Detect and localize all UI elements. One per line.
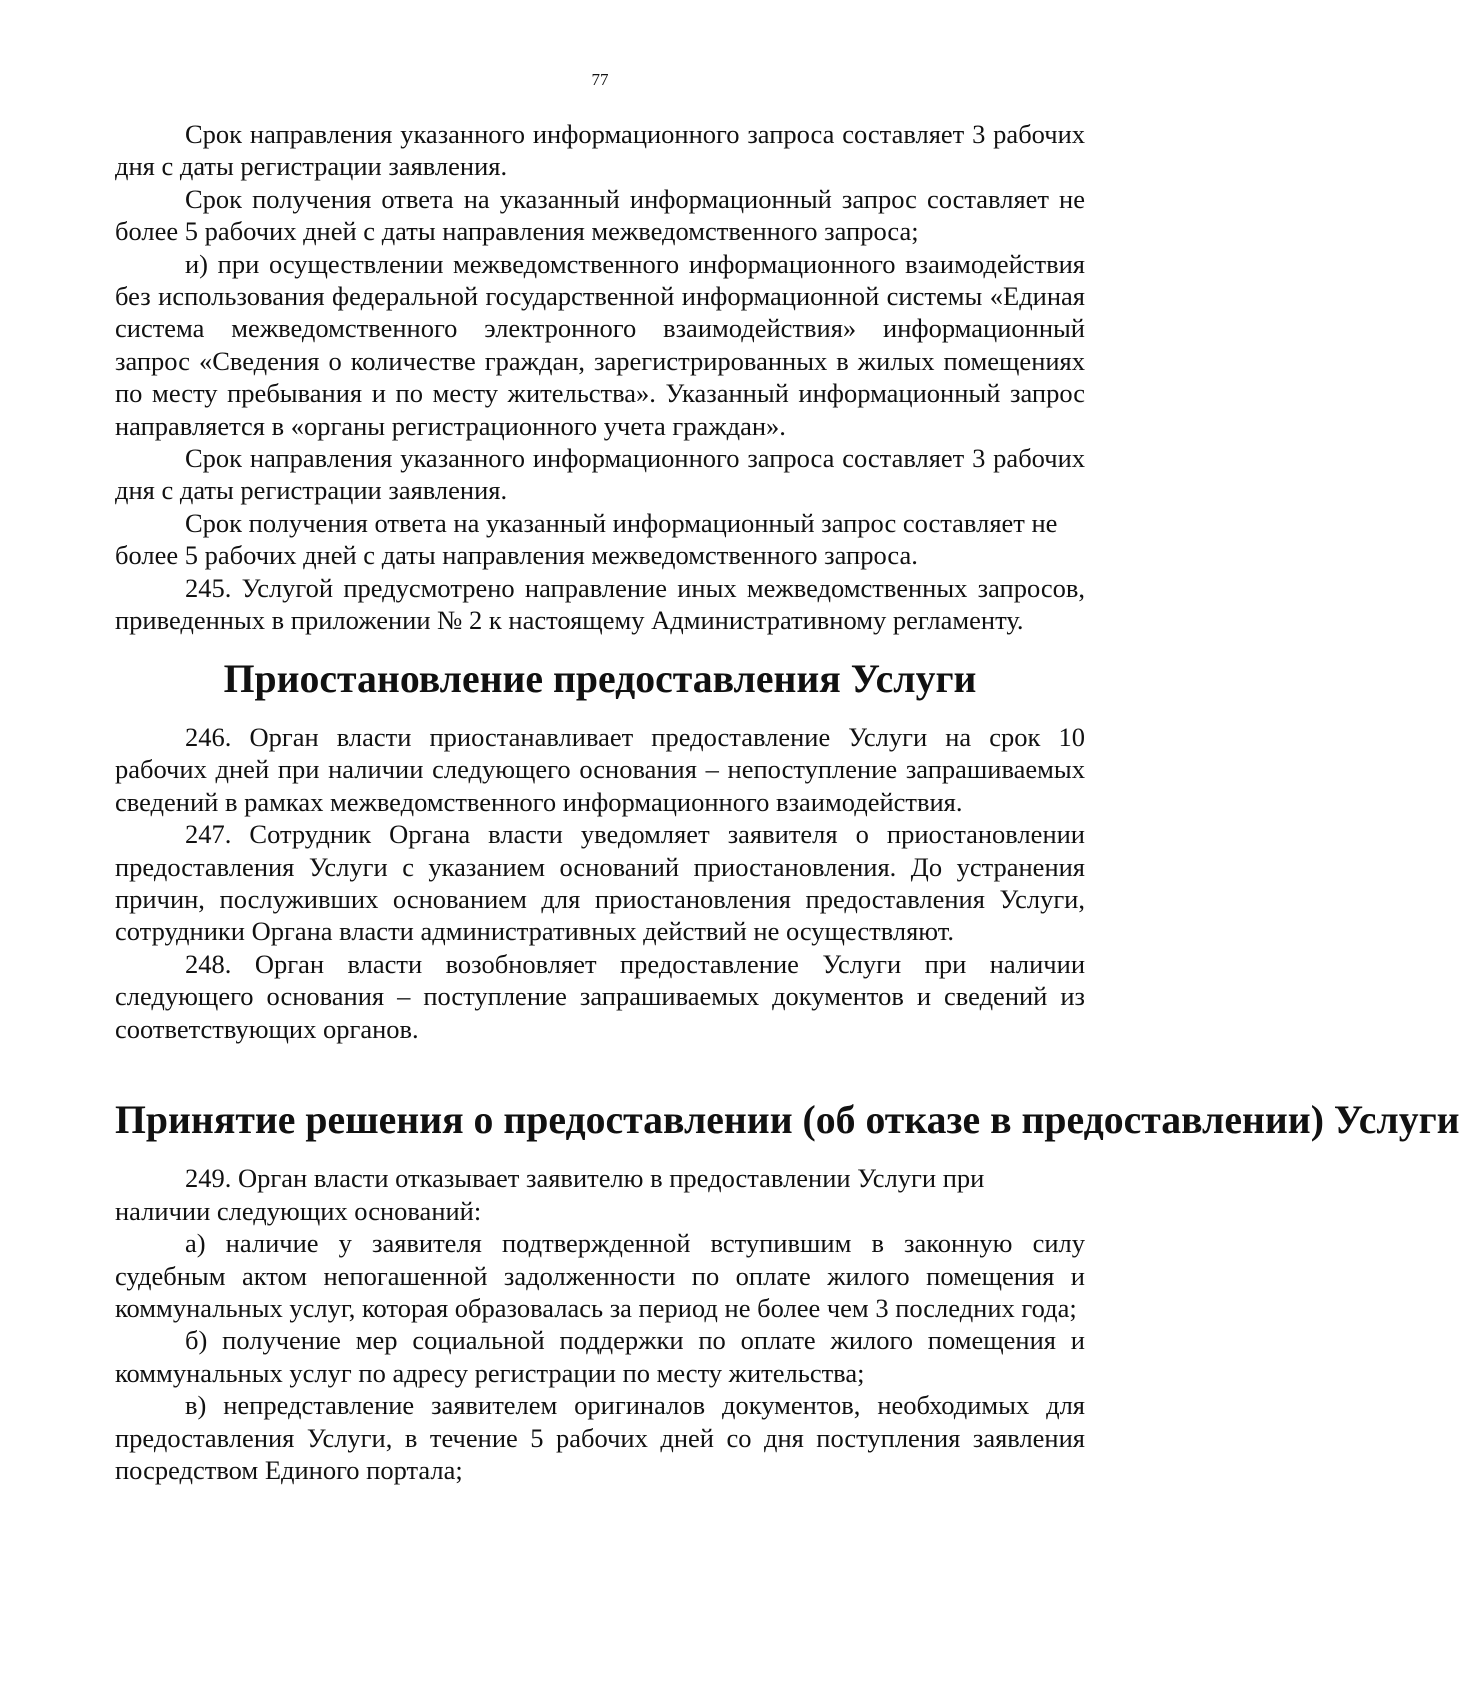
paragraph-246: 246. Орган власти приостанавливает предоставление Услуги на срок 10 рабочих дней при наличии следующего основания – непоступление запрашиваемых сведений в рамках межведомственного информационного взаимодействия.	[115, 721, 1085, 817]
paragraph-249-a: а) наличие у заявителя подтвержденной вступившим в законную силу судебным актом непогашенной задолженности по оплате жилого помещения и коммунальных услуг, которая образовалась за период не более чем 3 последних года;	[115, 1228, 1085, 1323]
paragraph-249-b: б) получение мер социальной поддержки по оплате жилого помещения и коммунальных услуг по адресу регистрации по месту жительства;	[115, 1325, 1085, 1388]
paragraph-249: 249. Орган власти отказывает заявителю в предоставлении Услуги при наличии следующих оснований:	[115, 1163, 985, 1226]
paragraph-request-deadline-2: Срок направления указанного информационного запроса составляет 3 рабочих дня с даты регистрации заявления.	[115, 443, 1085, 506]
section-heading-suspension: Приостановление предоставления Услуги	[223, 656, 977, 701]
paragraph-249-v: в) непредставление заявителем оригиналов документов, необходимых для предоставления Услуги, в течение 5 рабочих дней со дня поступления заявления посредством Единого портала;	[115, 1390, 1085, 1486]
paragraph-response-deadline-2: Срок получения ответа на указанный информационный запрос составляет не более 5 рабочих дней с даты направления межведомственного запроса.	[115, 507, 1058, 571]
document-body	[115, 118, 1460, 1486]
paragraph-response-deadline-1: Срок получения ответа на указанный информационный запрос составляет не более 5 рабочих дней с даты направления межведомственного запроса;	[115, 183, 1085, 247]
paragraph-248: 248. Орган власти возобновляет предоставление Услуги при наличии следующего основания – поступление запрашиваемых документов и сведений из соответствующих органов.	[115, 948, 1085, 1044]
paragraph-245: 245. Услугой предусмотрено направление иных межведомственных запросов, приведенных в приложении № 2 к настоящему Административному регламенту.	[115, 572, 1085, 636]
paragraph-item-i: и) при осуществлении межведомственного информационного взаимодействия без использования федеральной государственной информационной системы «Единая система межведомственного электронного взаимодействия» информационный запрос «Сведения о количестве граждан, зарегистрированных в жилых помещениях по месту пребывания и по месту жительства». Указанный информационный запрос направляется в «органы регистрационного учета граждан».	[115, 248, 1085, 441]
paragraph-247: 247. Сотрудник Органа власти уведомляет заявителя о приостановлении предоставления Услуги с указанием оснований приостановления. До устранения причин, послуживших основанием для приостановления предоставления Услуги, сотрудники Органа власти административных действий не осуществляют.	[115, 819, 1085, 947]
page-number: 77	[591, 70, 609, 89]
paragraph-request-deadline-1: Срок направления указанного информационного запроса составляет 3 рабочих дня с даты регистрации заявления.	[115, 119, 1085, 182]
section-heading-decision: Принятие решения о предоставлении (об отказе в предоставлении) Услуги	[115, 1097, 1460, 1142]
